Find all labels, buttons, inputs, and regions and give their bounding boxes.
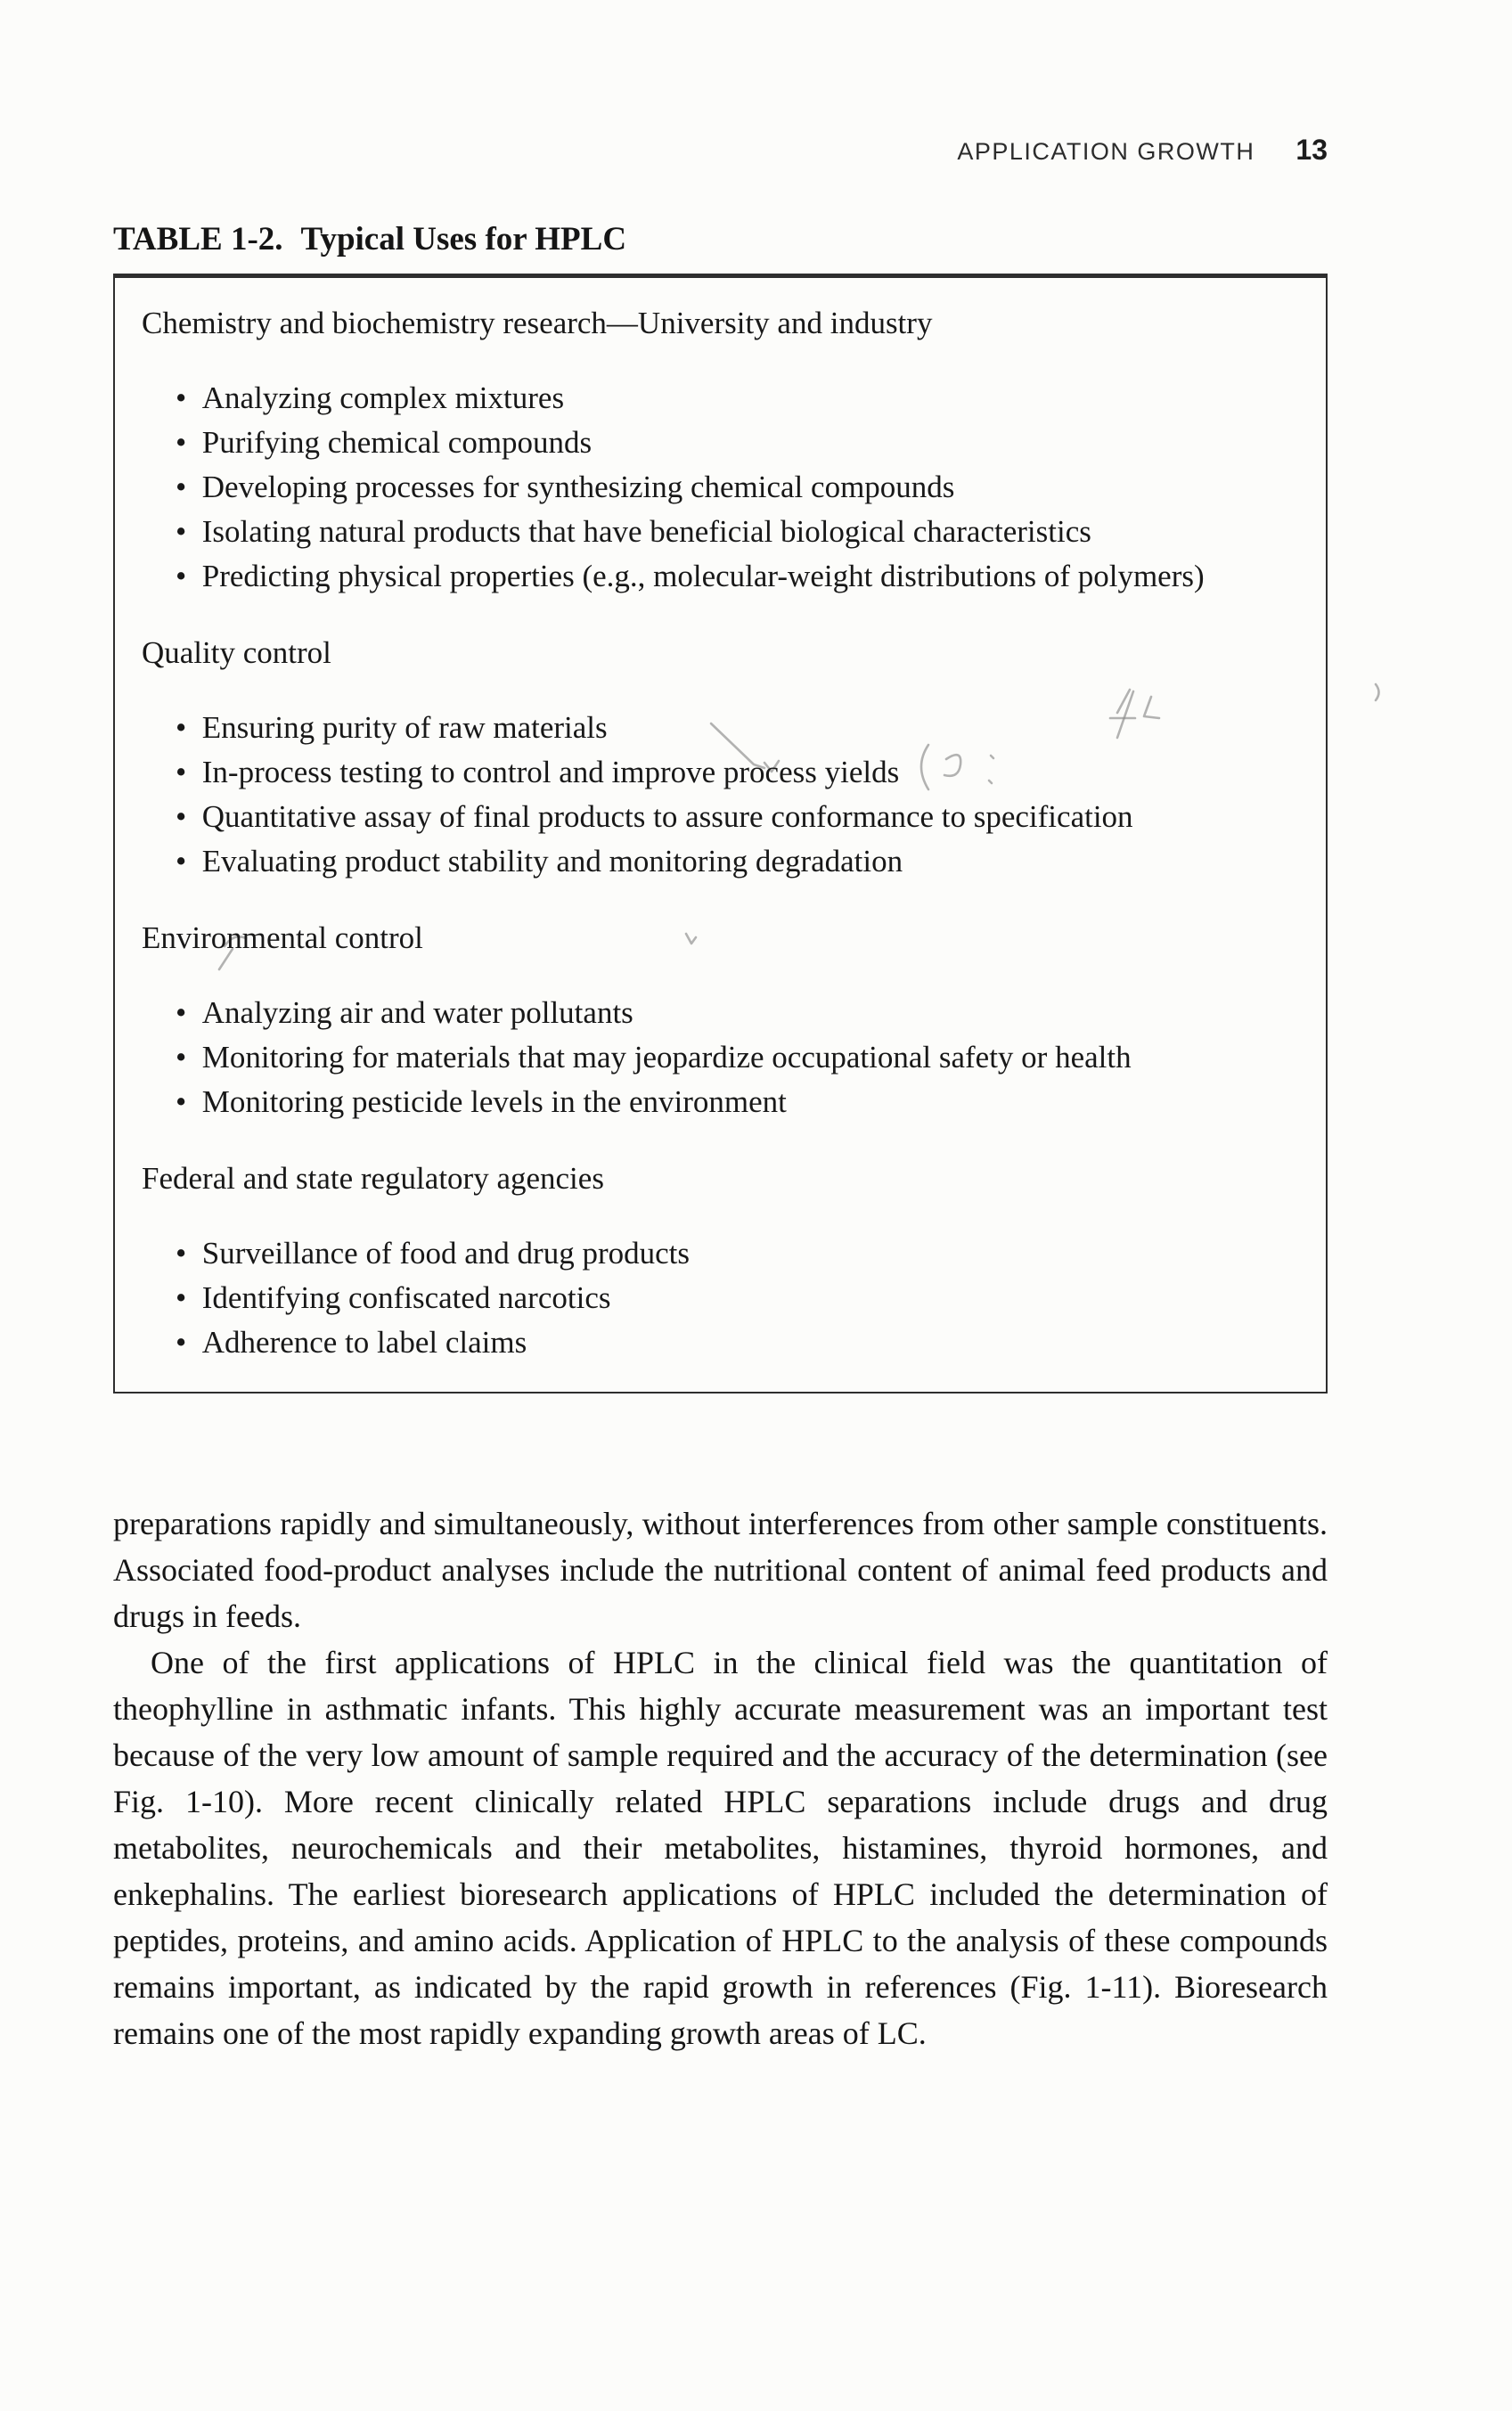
table-box — [113, 274, 1328, 1393]
list-item: • Developing processes for synthesizing chemical compounds — [176, 465, 1310, 510]
list-item: • Adherence to label claims — [176, 1320, 1310, 1365]
pencil-mark — [1376, 684, 1379, 700]
list-item: • Predicting physical properties (e.g., molecular-weight distributions of polymers) — [176, 554, 1310, 599]
section-heading: Environmental control — [142, 920, 423, 955]
list-item: • Analyzing air and water pollutants — [176, 991, 1310, 1035]
table-title-label: TABLE 1-2. — [113, 221, 283, 257]
list-item: • Monitoring for materials that may jeopardize occupational safety or health — [176, 1035, 1310, 1080]
table-section-quality-control — [142, 631, 1310, 884]
table-section-chemistry — [142, 301, 1310, 599]
table-section-environmental-control — [142, 916, 1310, 1124]
list-item: • Quantitative assay of final products to assure conformance to specification — [176, 795, 1310, 839]
section-heading: Quality control — [142, 635, 331, 670]
page-number: 13 — [1295, 134, 1328, 166]
running-title: APPLICATION GROWTH — [957, 138, 1255, 165]
list-item: • Purifying chemical compounds — [176, 421, 1310, 465]
body-text — [113, 1500, 1328, 2056]
table-section-regulatory-agencies — [142, 1156, 1310, 1365]
list-item: • Analyzing complex mixtures — [176, 376, 1310, 421]
list-item: • Identifying confiscated narcotics — [176, 1276, 1310, 1320]
section-heading: Federal and state regulatory agencies — [142, 1161, 604, 1196]
bullet-list — [142, 1231, 1310, 1365]
bullet-list — [142, 706, 1310, 884]
list-item: • Surveillance of food and drug products — [176, 1231, 1310, 1276]
bullet-list — [142, 376, 1310, 599]
list-item: • Isolating natural products that have beneficial biological characteristics — [176, 510, 1310, 554]
table-title — [113, 220, 1328, 259]
paragraph: One of the first applications of HPLC in the clinical field was the quantitation of theophylline in asthmatic infants. This highly accurate measurement was an important test because of the very low amount of sample required and the accuracy of the determination (see Fig. 1-10). More recent clinically related HPLC separations include drugs and drug metabolites, neurochemicals and their metabolites, histamines, thyroid hormones, and enkephalins. The earliest bioresearch applications of HPLC included the determination of peptides, proteins, and amino acids. Application of HPLC to the analysis of these compounds remains important, as indicated by the rapid growth in references (Fig. 1-11). Bioresearch remains one of the most rapidly expanding growth areas of LC. — [113, 1645, 1328, 2051]
running-header — [113, 0, 1328, 167]
list-item: • Monitoring pesticide levels in the environment — [176, 1080, 1310, 1124]
list-item: • In-process testing to control and improve process yields — [176, 750, 1310, 795]
paragraph: preparations rapidly and simultaneously, without interferences from other sample constituents. Associated food-product analyses include the nutritional content of animal feed products and drugs in feeds. — [113, 1506, 1328, 1634]
page-content — [113, 0, 1328, 2056]
bullet-list — [142, 991, 1310, 1124]
section-heading: Chemistry and biochemistry research—University and industry — [142, 306, 933, 340]
list-item: • Evaluating product stability and monitoring degradation — [176, 839, 1310, 884]
list-item: • Ensuring purity of raw materials — [176, 706, 1310, 750]
table-title-text: Typical Uses for HPLC — [300, 221, 627, 257]
